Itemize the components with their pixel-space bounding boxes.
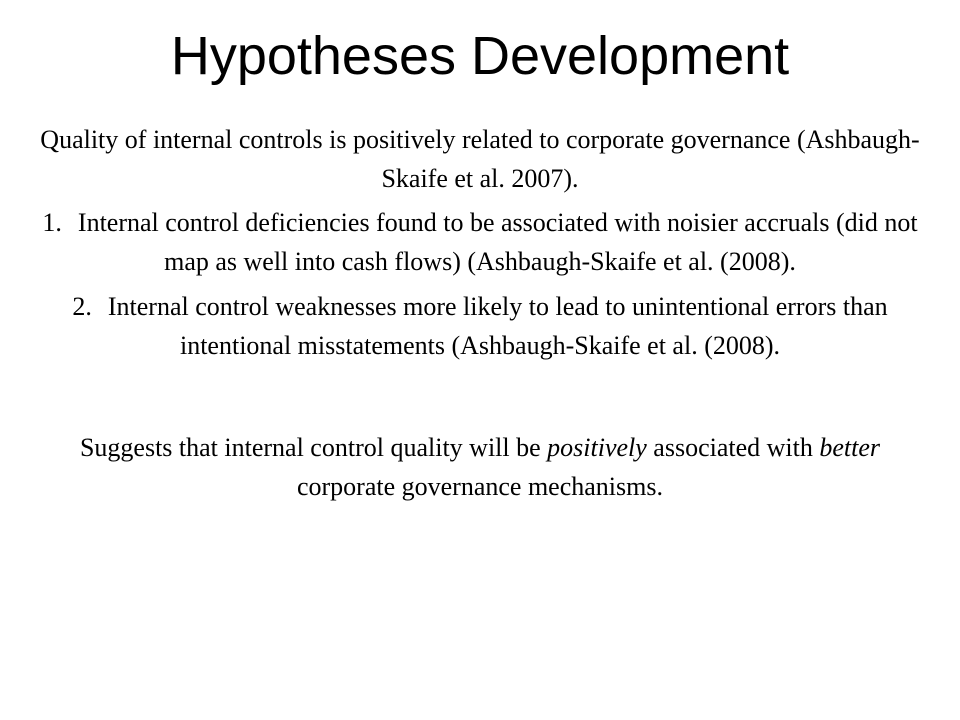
list-text-1: Internal control deficiencies found to be associated with noisier accruals (did not map as well into cash flows) (Ashbaugh-Skaife et al. (2008). xyxy=(77,208,918,276)
list-number-2: 2. xyxy=(72,292,92,321)
slide-body xyxy=(40,120,920,506)
conclusion-emphasis-positively: positively xyxy=(547,433,647,462)
list-number-1: 1. xyxy=(42,208,62,237)
intro-paragraph: Quality of internal controls is positively related to corporate governance (Ashbaugh-Skaife et al. 2007). xyxy=(40,125,920,193)
conclusion-text-1: Suggests that internal control quality will be xyxy=(79,433,548,462)
conclusion-text-3: corporate governance mechanisms. xyxy=(296,472,663,501)
list-item-2 xyxy=(40,287,920,365)
slide-title: Hypotheses Development xyxy=(170,26,790,86)
conclusion-paragraph xyxy=(40,428,920,506)
list-item-1 xyxy=(40,203,920,281)
conclusion-text-2: associated with xyxy=(646,433,820,462)
list-text-2: Internal control weaknesses more likely to lead to unintentional errors than intentional misstatements (Ashbaugh-Skaife et al. (2008). xyxy=(107,292,888,360)
conclusion-emphasis-better: better xyxy=(819,433,881,462)
hypotheses-list xyxy=(40,203,920,365)
